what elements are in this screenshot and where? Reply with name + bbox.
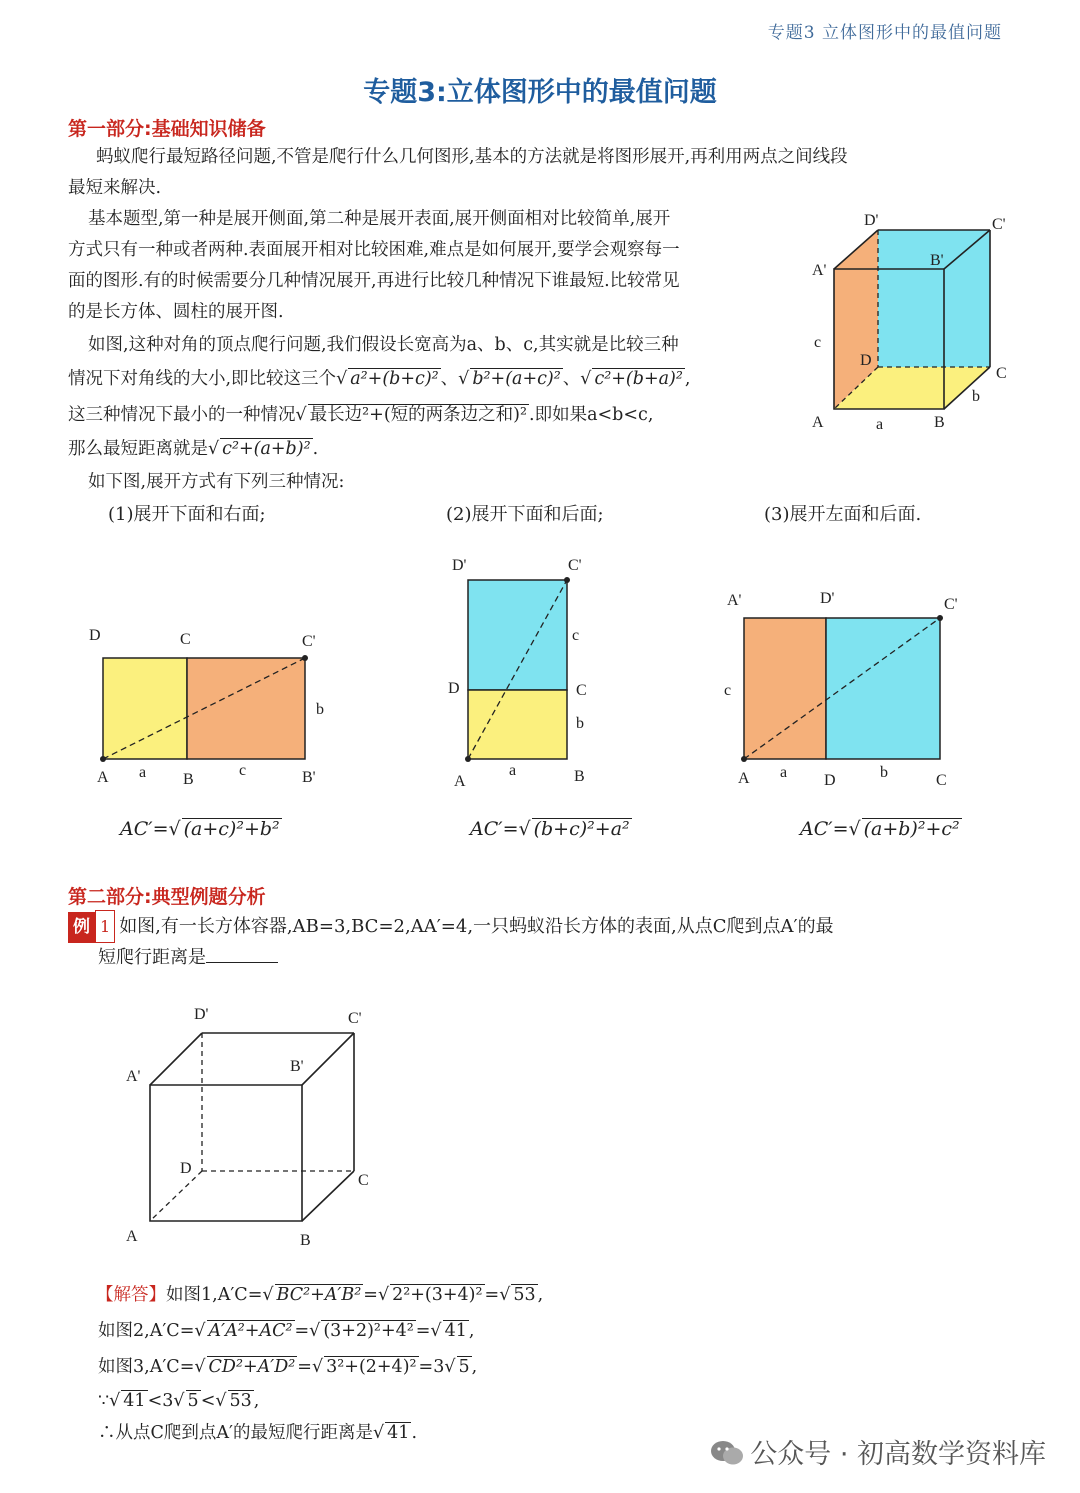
cube1-label-a: a: [876, 416, 884, 433]
sol2-r3: 41: [444, 1321, 467, 1341]
solution-line2: 如图2,A′C=√ A′A²+AC² =√ (3+2)²+4² =√ 41 ,: [98, 1321, 475, 1341]
para3-line4-prefix: 那么最短距离就是: [68, 439, 208, 459]
cube1-label-A: A: [812, 414, 824, 431]
sol5-a: ∴从点C爬到点A′的最短爬行距离是: [98, 1423, 374, 1443]
sol1-eq: =: [363, 1285, 378, 1305]
sol3-r2: 3²+(2+4)²: [326, 1357, 417, 1377]
net2-label-Cp: C': [568, 557, 582, 574]
formula-3-radicand: (a+b)²+c²: [863, 818, 960, 840]
net1-point-A: [100, 756, 106, 762]
net3-point-A: [741, 756, 747, 762]
case-3-caption: (3)展开左面和后面.: [764, 504, 922, 525]
solution-line1: 【解答】如图1,A′C=√ BC²+A′B² =√ 2²+(3+4)² =√ 53 ,: [96, 1285, 544, 1305]
section-heading-1: 第一部分:基础知识储备: [68, 118, 266, 140]
net2-back-face: [468, 580, 567, 690]
solution-line5: ∴从点C爬到点A′的最短爬行距离是√ 41 .: [98, 1423, 418, 1443]
net2-label-D: D: [448, 680, 460, 697]
net2-label-b: b: [576, 715, 584, 732]
cube1-back-face: [878, 230, 990, 367]
cube1-label-Dp: D': [864, 212, 879, 229]
cube1-label-B: B: [934, 414, 945, 431]
radical-general: 最长边²+(短的两条边之和)²: [309, 405, 528, 425]
sol4-a: ∵: [98, 1391, 110, 1411]
net2-bottom-face: [468, 690, 567, 759]
net3-label-c: c: [724, 682, 732, 699]
net3-label-Cp: C': [944, 596, 958, 613]
para3-line2: 情况下对角线的大小,即比较这三个√ a²+(b+c)² 、√ b²+(a+c)² 、√ c²+(b+a)² ,: [68, 369, 691, 389]
cuboid-figure-1: [800, 205, 1030, 435]
section-heading-2: 第二部分:典型例题分析: [68, 886, 266, 908]
net1-label-a: a: [139, 764, 147, 781]
example-number: 1: [95, 910, 115, 943]
formula-case-1: AC′=√ (a+c)²+b²: [120, 818, 280, 840]
net2-label-B: B: [574, 768, 585, 785]
net-figure-2: [440, 550, 610, 795]
solution-line3: 如图3,A′C=√ CD²+A′D² =√ 3²+(2+4)² =3√ 5 ,: [98, 1357, 478, 1377]
sol4-r3: 53: [229, 1391, 252, 1411]
radical-1: a²+(b+c)²: [350, 369, 439, 389]
cube2-label-B: B: [300, 1232, 311, 1249]
running-header: 专题3 立体图形中的最值问题: [767, 23, 1002, 43]
example-text-2: 短爬行距离是: [98, 947, 206, 968]
formula-2-lhs: AC′=: [470, 818, 519, 840]
sol1-r1: BC²+A′B²: [276, 1285, 362, 1305]
sol3-mid: =3: [418, 1357, 445, 1377]
net1-bottom-face: [103, 658, 187, 759]
net1-label-B: B: [183, 771, 194, 788]
sol5-r: 41: [387, 1423, 410, 1443]
cube1-label-c: c: [814, 334, 822, 351]
sol1-r3: 53: [513, 1285, 536, 1305]
cube2-label-Ap: A': [126, 1068, 141, 1085]
sol2-r1: A′A²+AC²: [208, 1321, 293, 1341]
net2-label-Dp: D': [452, 557, 467, 574]
net3-point-Cp: [937, 615, 943, 621]
net2-point-Cp: [564, 577, 570, 583]
net1-label-C: C: [180, 631, 191, 648]
watermark: [710, 1432, 1046, 1471]
cube2-label-Cp: C': [348, 1010, 362, 1027]
para3-line1: 如图,这种对角的顶点爬行问题,我们假设长宽高为a、b、c,其实就是比较三种: [88, 335, 679, 355]
net2-label-A: A: [454, 773, 466, 790]
para2-line1: 基本题型,第一种是展开侧面,第二种是展开表面,展开侧面相对比较简单,展开: [88, 209, 671, 229]
net3-label-D: D: [824, 772, 836, 789]
formula-case-3: AC′=√ (a+b)²+c²: [800, 818, 960, 840]
para3-line3-prefix: 这三种情况下最小的一种情况: [68, 405, 296, 425]
net2-point-A: [465, 756, 471, 762]
net3-label-Dp: D': [820, 590, 835, 607]
radical-2: b²+(a+c)²: [472, 369, 561, 389]
para4: 如下图,展开方式有下列三种情况:: [88, 472, 345, 492]
para3-line2-prefix: 情况下对角线的大小,即比较这三个: [68, 369, 337, 389]
para1-line2: 最短来解决.: [68, 178, 162, 198]
net2-label-c: c: [572, 627, 580, 644]
net-figure-1: [80, 620, 340, 795]
sol3-a: 如图3,A′C=: [98, 1357, 195, 1377]
solution-tag: 【解答】: [96, 1285, 166, 1305]
cuboid-figure-2: [110, 995, 400, 1255]
net-figure-3: [715, 585, 975, 795]
formula-3-lhs: AC′=: [800, 818, 849, 840]
sol4-r2: 5: [187, 1391, 199, 1411]
sol2-a: 如图2,A′C=: [98, 1321, 195, 1341]
example-badge: 例: [68, 912, 95, 943]
net1-point-Cp: [302, 655, 308, 661]
sol3-r1: CD²+A′D²: [208, 1357, 296, 1377]
wechat-icon: [710, 1439, 744, 1467]
net1-label-A: A: [97, 769, 109, 786]
cube1-label-C: C: [996, 365, 1007, 382]
radical-min: c²+(a+b)²: [222, 439, 311, 459]
formula-1-radicand: (a+c)²+b²: [183, 818, 280, 840]
net3-label-Ap: A': [727, 592, 742, 609]
cube2-label-C: C: [358, 1172, 369, 1189]
net1-label-D: D: [89, 627, 101, 644]
net1-label-Bp: B': [302, 769, 316, 786]
cube2-label-D: D: [180, 1160, 192, 1177]
cube1-label-Ap: A': [812, 262, 827, 279]
net3-label-b: b: [880, 764, 888, 781]
net3-label-a: a: [780, 764, 788, 781]
example-line1: [68, 910, 834, 943]
para3-line4: 那么最短距离就是√ c²+(a+b)² .: [68, 439, 319, 459]
example-text-1: 如图,有一长方体容器,AB=3,BC=2,AA′=4,一只蚂蚁沿长方体的表面,从点C爬到点A′的最: [119, 916, 834, 937]
cube2-label-A: A: [126, 1228, 138, 1245]
para2-line2: 方式只有一种或者两种.表面展开相对比较困难,难点是如何展开,要学会观察每一: [68, 240, 680, 260]
sol3-r3: 5: [458, 1357, 470, 1377]
case-1-caption: (1)展开下面和右面;: [108, 504, 266, 525]
case-2-caption: (2)展开下面和后面;: [446, 504, 604, 525]
cube2-label-Bp: B': [290, 1058, 304, 1075]
sol4-c: <: [200, 1391, 216, 1411]
net2-label-C: C: [576, 682, 587, 699]
answer-blank: [206, 944, 278, 963]
cube1-label-Bp: B': [930, 252, 944, 269]
sol2-r2: (3+2)²+4²: [323, 1321, 414, 1341]
net3-label-A: A: [738, 770, 750, 787]
cube1-label-D: D: [860, 352, 872, 369]
sol1-a: 如图1,A′C=: [166, 1285, 263, 1305]
cube1-label-Cp: C': [992, 216, 1006, 233]
page-title: 专题3:立体图形中的最值问题: [363, 77, 717, 108]
radical-3: c²+(b+a)²: [594, 369, 683, 389]
watermark-text: 公众号 · 初高数学资料库: [750, 1439, 1046, 1470]
para2-line4: 的是长方体、圆柱的展开图.: [68, 302, 284, 322]
para3-line3: 这三种情况下最小的一种情况√ 最长边²+(短的两条边之和)² .即如果a<b<c,: [68, 405, 654, 425]
para2-line3: 面的图形.有的时候需要分几种情况展开,再进行比较几种情况下谁最短.比较常见: [68, 271, 680, 291]
sol1-r2: 2²+(3+4)²: [392, 1285, 483, 1305]
solution-line4: ∵√ 41 <3√ 5 <√ 53 ,: [98, 1391, 260, 1411]
para3-line3-suffix: .即如果a<b<c,: [529, 405, 654, 425]
net1-label-Cp: C': [302, 633, 316, 650]
formula-2-radicand: (b+c)²+a²: [533, 818, 630, 840]
cube1-label-b: b: [972, 388, 980, 405]
net1-label-b: b: [316, 701, 324, 718]
para1-line1: 蚂蚁爬行最短路径问题,不管是爬行什么几何图形,基本的方法就是将图形展开,再利用两点之间线段: [96, 147, 848, 167]
example-line2: [98, 942, 278, 973]
formula-1-lhs: AC′=: [120, 818, 169, 840]
cube2-label-Dp: D': [194, 1006, 209, 1023]
net3-label-C: C: [936, 772, 947, 789]
sol4-b: <3: [147, 1391, 174, 1411]
net3-left-face: [744, 618, 826, 759]
formula-case-2: AC′=√ (b+c)²+a²: [470, 818, 630, 840]
net2-label-a: a: [509, 762, 517, 779]
sol4-r1: 41: [123, 1391, 146, 1411]
net1-label-c: c: [239, 762, 247, 779]
